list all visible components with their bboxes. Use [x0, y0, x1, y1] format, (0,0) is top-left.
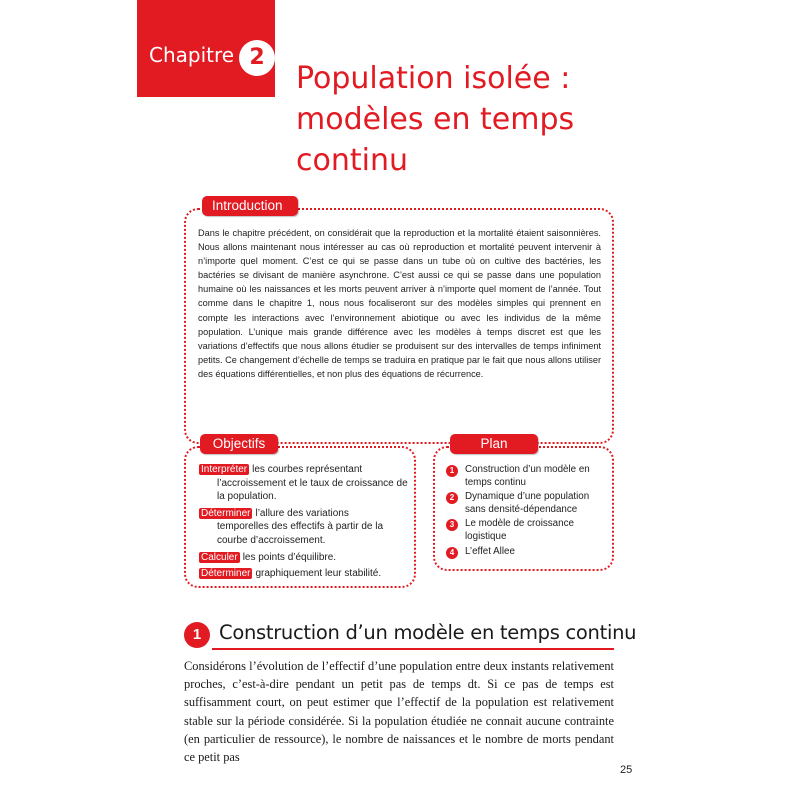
section-number-badge: 1	[184, 622, 210, 648]
plan-number-badge: 4	[446, 547, 458, 559]
page-title	[296, 58, 574, 181]
plan-item-text: Dynamique d’une population sans densité-dépendance	[465, 491, 590, 515]
plan-item	[446, 464, 606, 489]
plan-heading: Plan	[450, 434, 538, 454]
page-number: 25	[620, 764, 633, 776]
plan-item-text: L’effet Allee	[465, 545, 515, 557]
objectifs-list	[199, 463, 413, 584]
plan-list	[446, 464, 606, 560]
objectif-verb: Déterminer	[201, 568, 251, 580]
objectif-verb: Calculer	[201, 551, 238, 563]
plan-item	[446, 518, 606, 543]
objectif-text: les points d’équilibre.	[242, 551, 337, 563]
plan-item-text: Le modèle de croissance logistique	[465, 518, 574, 542]
title-line: modèles en temps	[296, 102, 575, 137]
title-line: Population isolée :	[296, 61, 571, 96]
plan-item-text: Construction d’un modèle en temps continu	[465, 464, 590, 488]
chapter-number-badge: 2	[239, 40, 275, 76]
chapter-label: Chapitre	[149, 43, 235, 67]
introduction-text: Dans le chapitre précédent, on considérait que la reproduction et la mortalité étaient saisonnières. Nous allons maintenant nous intéresser au cas où reproduction et mortalité peuvent intervenir à n’importe quel moment. C’est ce qui se passe dans un tube où on cultive des bactéries, les bactéries se divisant de manière asynchrone. C’est aussi ce qui se passe dans une population humaine où les naissances et les morts peuvent arriver à n’importe quel moment de l’année. Tout comme dans le chapitre 1, nous nous focaliseront sur des modèles simples qui prennent en compte les interactions avec l’environnement abiotique ou avec les individus de la même population. L’unique mais grande différence avec les modèles à temps discret est que les variations d’effectifs que nous allons étudier se produisent sur des intervalles de temps infiniment petits. Ce changement d’échelle de temps se traduira en pratique par le fait que nous allons utiliser des équations différentielles, et non plus des équations de récurrence.	[198, 228, 601, 379]
section-title: Construction d’un modèle en temps continu	[219, 621, 637, 644]
objectif-text-cont: temporelles des effectifs à partir de la courbe d’accroissement.	[217, 521, 384, 546]
title-line: continu	[296, 143, 408, 178]
section-title-rule	[212, 648, 614, 650]
objectif-item	[199, 567, 413, 581]
objectif-text: graphiquement leur stabilité.	[255, 568, 382, 580]
plan-number-badge: 1	[446, 465, 458, 477]
objectif-text: l’allure des variations	[255, 507, 349, 519]
objectif-item	[199, 507, 413, 548]
objectif-item	[199, 551, 413, 565]
introduction-heading: Introduction	[202, 196, 298, 216]
objectif-text-cont: l’accroissement et le taux de croissance de la population.	[217, 477, 408, 503]
plan-number-badge: 3	[446, 519, 458, 531]
plan-number-badge: 2	[446, 492, 458, 504]
objectifs-heading: Objectifs	[200, 434, 278, 454]
plan-item	[446, 491, 606, 516]
objectif-verb: Déterminer	[201, 507, 251, 519]
plan-item	[446, 546, 606, 559]
objectif-text: les courbes représentant	[252, 464, 363, 475]
objectif-verb: Interpréter	[201, 464, 248, 475]
section-body-text: Considérons l’évolution de l’effectif d’une population entre deux instants relativement proches, c’est-à-dire pendant un petit pas de temps dt. Si ce pas de temps est suffisamment court, on peut estimer que l’effectif de la population est relativement stable sur la période considérée. Si la population étudiée ne connait aucune contrainte (en particulier de ressource), le nombre de naissances et le nombre de morts pendant ce petit pas	[184, 659, 614, 765]
objectif-item	[199, 463, 413, 504]
